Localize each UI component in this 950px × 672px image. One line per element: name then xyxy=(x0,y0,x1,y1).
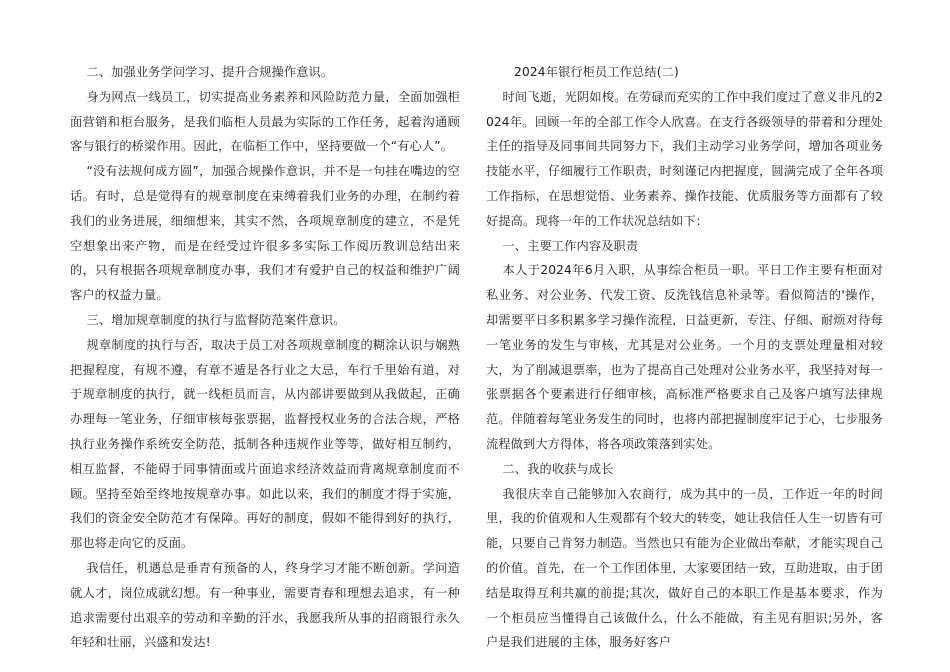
body-paragraph: 我很庆幸自己能够加入农商行，成为其中的一员，工作近一年的时间里，我的价值观和人生观都有个较大的转变，她让我信任人生一切皆有可能，只要自己肯努力制造。当然也只有能为企业做出奉献，才能实现自己的价值。首先，在一个工作团体里，大家要团结一致，互助进取，由于团结是取得互利共赢的前提;其次，做好自己的本职工作是基本要求，作为一个柜员应当懂得自己该做什么，什么不能做，有主见有胆识;另外，客户是我们进展的主体，服务好客户 xyxy=(486,486,883,650)
document-title: 2024年银行柜员工作总结(二) xyxy=(514,65,679,79)
body-paragraph: “没有法规何成方圆”，加强合规操作意识，并不是一句挂在嘴边的空话。有时，总是觉得有的规章制度在束缚着我们业务的办理，在制约着我们的业务进展，细细想来，其实不然，各项规章制度的建立，不是凭空想象出来产物，而是在经受过许很多多实际工作阅历教训总结出来的，只有根据各项规章制度办事，我们才有爱护自己的权益和维护广阔客户的权益力量。 xyxy=(70,164,460,303)
body-paragraph: 时间飞逝，光阴如梭。在劳碌而充实的工作中我们度过了意义非凡的2024年。回顾一年的全部工作令人欣喜。在支行各级领导的带着和分理处主任的指导及同事间共同努力下，我们主动学习业务学问，增加各项业务技能水平，仔细履行工作职责，时刻谨记内把握度，圆满完成了全年各项工作指标，在思想觉悟、业务素养、操作技能、优质服务等方面都有了较好提高。现将一年的工作状况总结如下： xyxy=(486,89,883,228)
body-paragraph: 身为网点一线员工，切实提高业务素养和风险防范力量，全面加强柜面营销和柜台服务，是我们临柜人员最为实际的工作任务，起着沟通顾客与银行的桥梁作用。因此，在临柜工作中，坚持要做一个“有心人”。 xyxy=(70,89,460,154)
section-heading-2: 二、我的收获与成长 xyxy=(502,461,614,476)
right-text-column xyxy=(486,60,883,655)
section-heading-3: 三、增加规章制度的执行与监督防范案件意识。 xyxy=(86,312,346,327)
body-paragraph: 本人于2024年6月入职，从事综合柜员一职。平日工作主要有柜面对私业务、对公业务、代发工资、反洗钱信息补录等。看似简洁的'操作，却需要平日多积累多学习操作流程，日益更新，专注、仔细、耐烦对待每一笔业务的发生与审核，尤其是对公业务。一个月的支票处理量相对较大，为了削减退票率，也为了提高自己处理对公业务水平，我坚持对每一张票据各个要素进行仔细审核，高标准严格要求自己及客户填写法律规范。伴随着每笔业务发生的同时，也将内部把握制度牢记于心，七步服务流程做到大方得体，将各项政策落到实处。 xyxy=(486,263,883,451)
body-paragraph: 规章制度的执行与否，取决于员工对各项规章制度的糊涂认识与娴熟把握程度，有规不遵，有章不遁是各行业之大忌，车行千里始有道，对于规章制度的执行，就一线柜员而言，从内部讲要做到从我做起，正确办理每一笔业务，仔细审核每张票据，监督授权业务的合法合规，严格执行业务操作系统安全防范，抵制各种违规作业等等，做好相互制约，相互监督，不能碍于同事情面或片面追求经济效益而背离规章制度而不顾。坚持至始至终地按规章办事。如此以来，我们的制度才得于实施，我们的资金安全防范才有保障。再好的制度，假如不能得到好的执行，那也将走向它的反面。 xyxy=(70,337,460,551)
body-paragraph: 我信任，机遇总是垂青有预备的人，终身学习才能不断创新。学问造就人才，岗位成就幻想。有一种事业，需要青春和理想去追求，有一种追求需要付出艰辛的劳动和辛勤的汗水，我愿我所从事的招商银行永久年轻和壮丽，兴盛和发达! xyxy=(70,560,460,650)
section-heading-1: 一、主要工作内容及职责 xyxy=(502,238,639,253)
left-text-column xyxy=(70,60,460,655)
section-heading-2: 二、加强业务学问学习、提升合规操作意识。 xyxy=(86,65,334,79)
